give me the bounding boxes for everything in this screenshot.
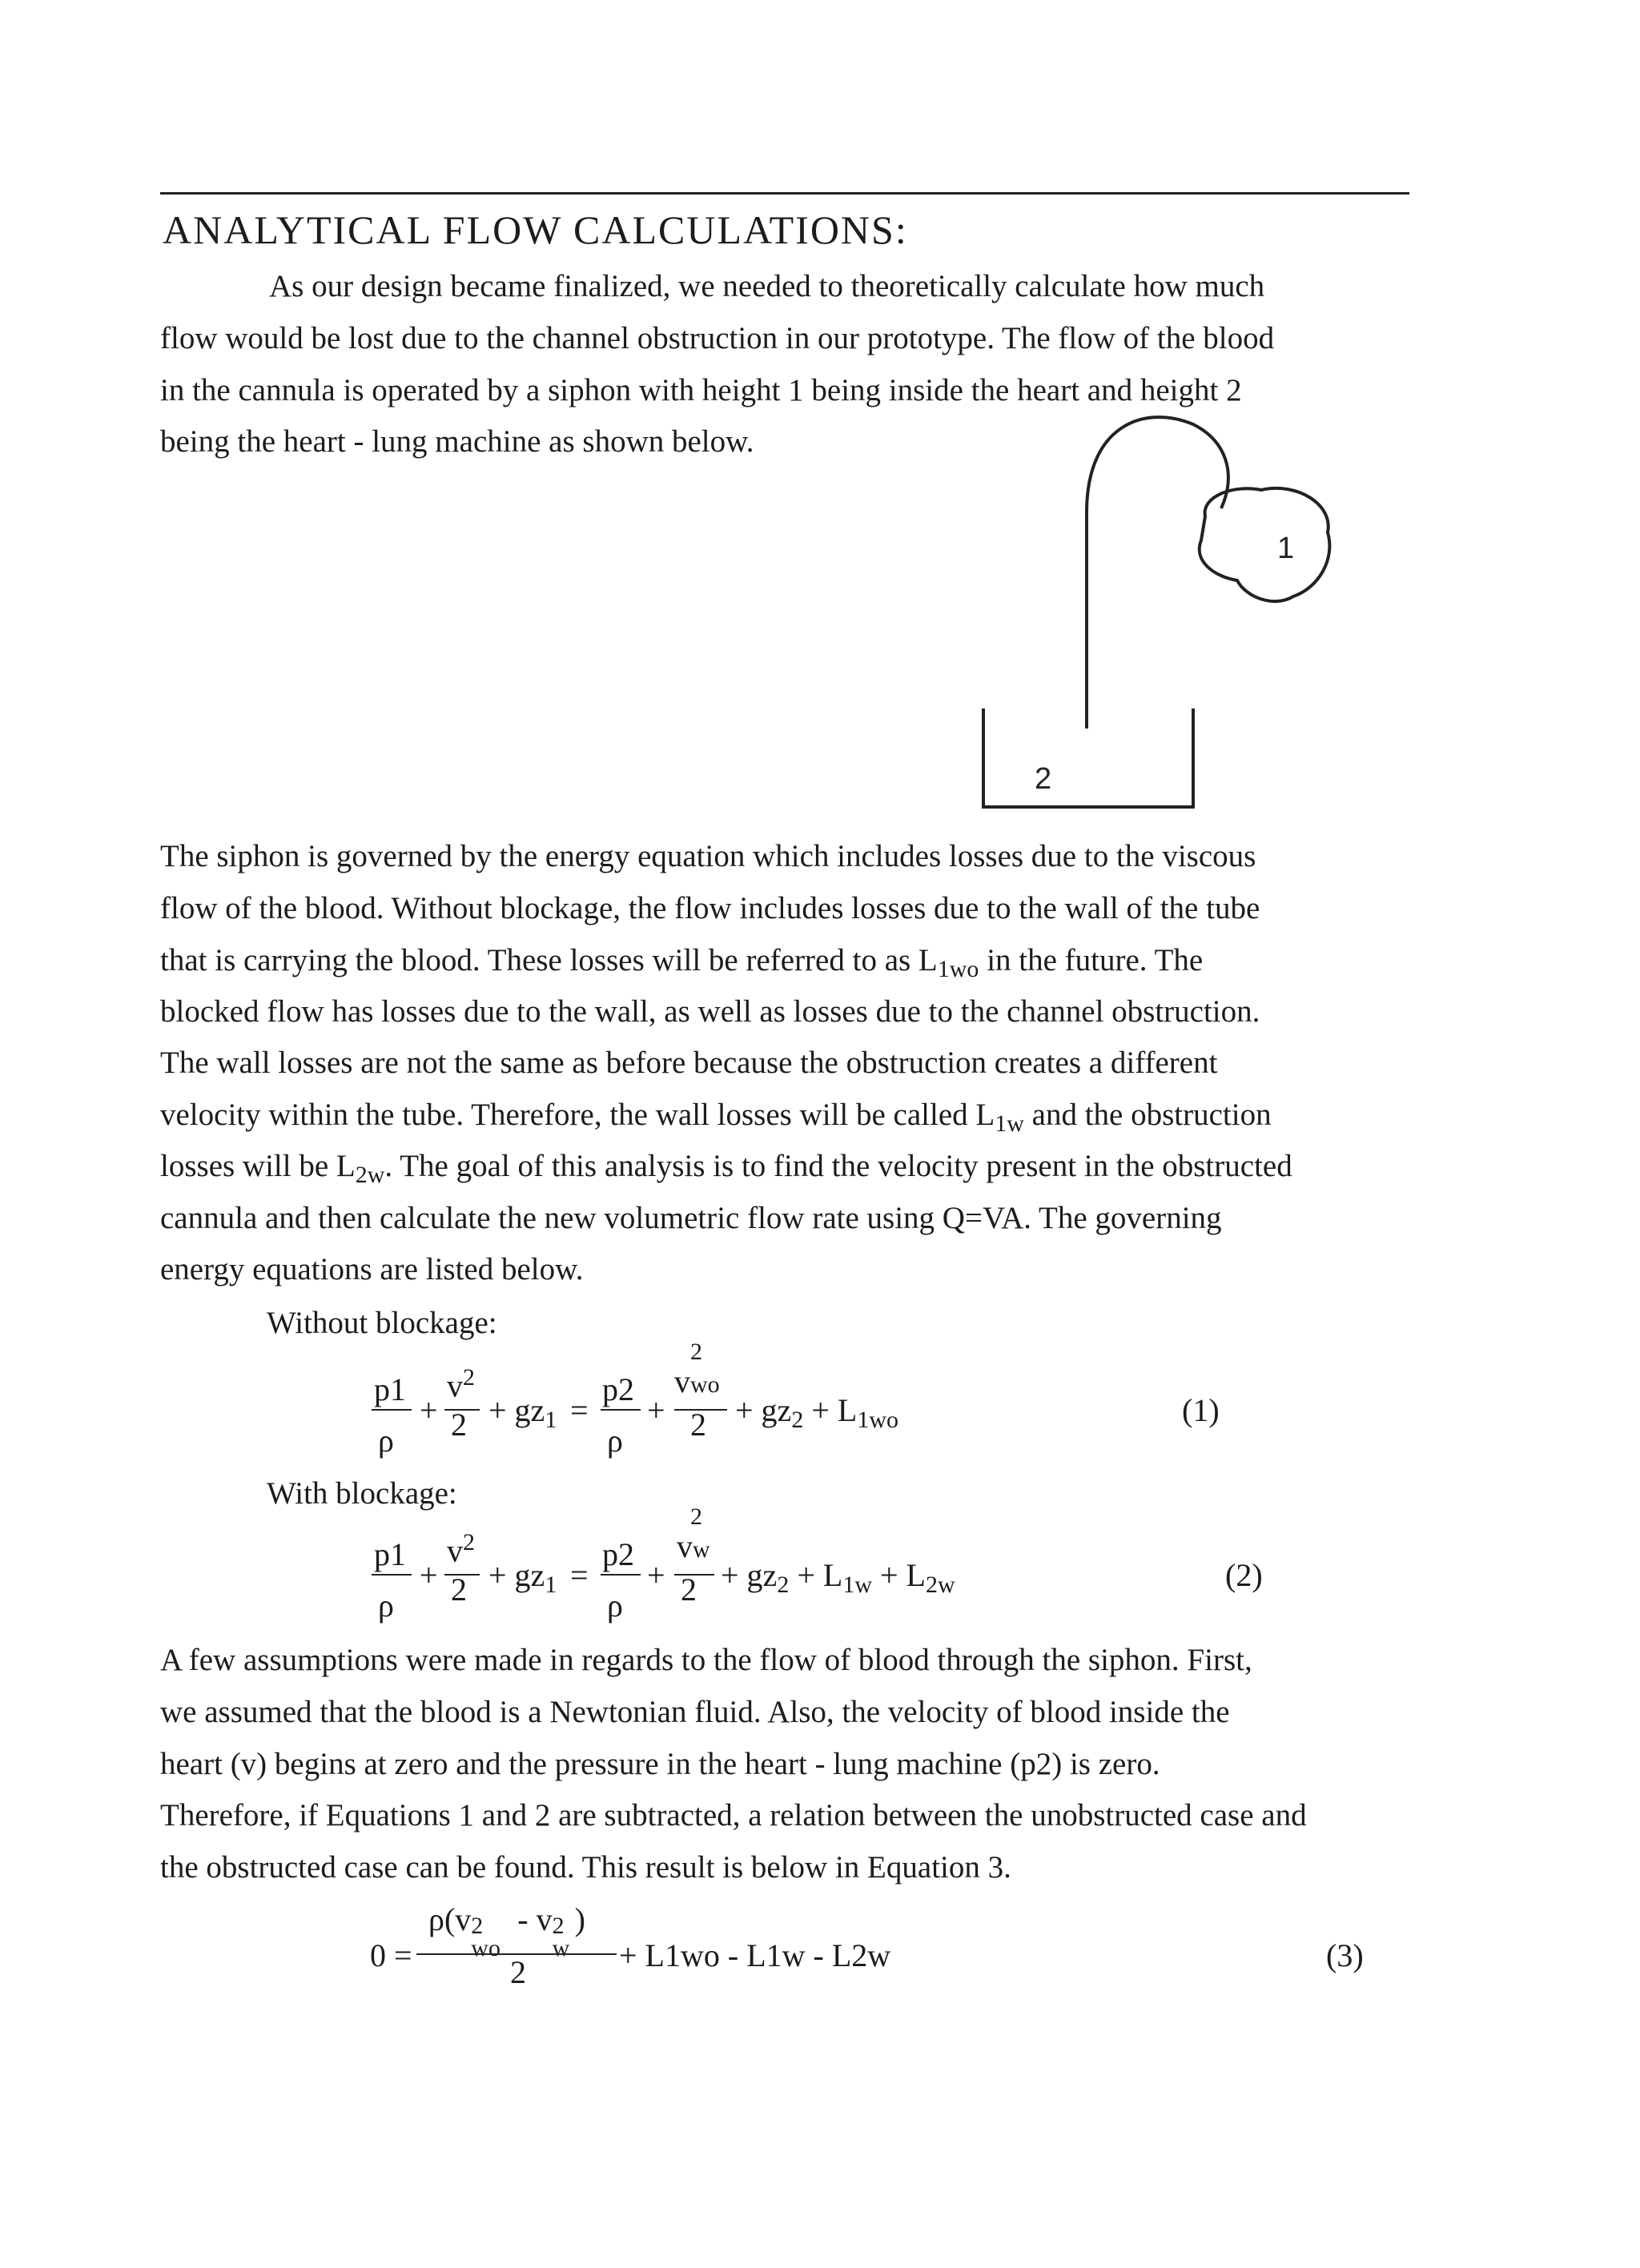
para1-line-1: As our design became finalized, we needed to theoretically calculate how much <box>269 269 1265 303</box>
para2-line-8: cannula and then calculate the new volumetric flow rate using Q=VA. The governing <box>160 1201 1222 1235</box>
eq3-number: (3) <box>1326 1937 1364 1973</box>
eq1-number: (1) <box>1182 1392 1220 1428</box>
para1-line-3: in the cannula is operated by a siphon with height 1 being inside the heart and height 2 <box>160 373 1242 407</box>
heart-outline <box>1200 488 1330 601</box>
para3-line-5: the obstructed case can be found. This result is below in Equation 3. <box>160 1850 1011 1885</box>
heart-height-label: 1 <box>1277 532 1295 565</box>
siphon-diagram <box>961 404 1377 821</box>
document-page: ANALYTICAL FLOW CALCULATIONS: As our design became finalized, we needed to theoretically calculate how much flow would be lost due to the channel obstruction in our prototype. The flow of the blood in the cannula is operated by a siphon with height 1 being inside the heart and height 2 being the heart - lung machine as shown below. 1 2 The siphon is governed by the energy equation which includes losses due to the viscous flow of the blood. Without blockage, the flow includes losses due to the wall of the tube that is carrying the blood. These losses will be referred to as $L_{1wo}$ in the future. The blocked flow has losses due to the wall, as well as losses due to the channel obstruction. The wall losses are not the same as before because the obstruction creates a different velocity within the tube. Therefore, the wall losses will be called $L_{1w}$ and the obstruction losses will be $L_{2w}$. The goal of this analysis is to find the velocity present in the obstructed cannula and then calculate the new volumetric flow rate using Q=VA. The governing energy equations are listed below. Without blockage: p1 ρ + $v^2$ 2 + $gz_1$ = p2 ρ + 2 vwo 2 + $gz_2 + L_{1wo}$ (1) With blockage: p1 ρ + $v^2$ 2 + $gz_1$ = p2 ρ + 2 vw 2 + $gz_2 + L_{1w} + L_{2w}$ (2) A few assumptions were made in regards to the flow of blood through the siphon. First, we assumed that the blood is a Newtonian fluid. Also, the velocity of blood inside the heart (v) begins at zero and the pressure in the heart - lung machine (p2) is zero. Therefore, if Equations 1 and 2 are subtracted, a relation between the unobstructed case and the obstructed case can be found. This result is below in Equation 3. 0 = ρ(v 2 wo - v 2 w ) 2 + L1wo - L1w - L2w (3) <box>0 0 1640 2268</box>
eq2-number: (2) <box>1225 1557 1263 1593</box>
section-heading: ANALYTICAL FLOW CALCULATIONS: <box>163 207 908 252</box>
para3-line-4: Therefore, if Equations 1 and 2 are subtracted, a relation between the unobstructed case and <box>160 1798 1307 1832</box>
siphon-tube <box>1087 417 1228 729</box>
eq2-label: With blockage: <box>267 1476 457 1511</box>
para2-line-6: velocity within the tube. Therefore, the wall losses will be called $L_{1w}$ and the obstruction <box>160 1098 1272 1137</box>
para2-line-4: blocked flow has losses due to the wall, as well as losses due to the channel obstruction. <box>160 994 1260 1029</box>
reservoir-height-label: 2 <box>1035 762 1052 796</box>
para2-line-1: The siphon is governed by the energy equation which includes losses due to the viscous <box>160 839 1256 873</box>
para2-line-5: The wall losses are not the same as before because the obstruction creates a different <box>160 1046 1218 1080</box>
para2-line-9: energy equations are listed below. <box>160 1252 584 1287</box>
para2-line-7: losses will be $L_{2w}$. The goal of this analysis is to find the velocity present in the obstructed <box>160 1149 1292 1188</box>
para3-line-2: we assumed that the blood is a Newtonian fluid. Also, the velocity of blood inside the <box>160 1695 1230 1729</box>
top-rule <box>160 192 1409 195</box>
para2-line-3: that is carrying the blood. These losses will be referred to as $L_{1wo}$ in the future. The <box>160 943 1204 982</box>
para3-line-3: heart (v) begins at zero and the pressure in the heart - lung machine (p2) is zero. <box>160 1747 1160 1781</box>
para1-line-2: flow would be lost due to the channel obstruction in our prototype. The flow of the blood <box>160 321 1275 355</box>
eq1-label: Without blockage: <box>267 1306 497 1340</box>
para1-line-4: being the heart - lung machine as shown below. <box>160 424 754 459</box>
para2-line-2: flow of the blood. Without blockage, the flow includes losses due to the wall of the tube <box>160 891 1260 925</box>
para3-line-1: A few assumptions were made in regards to the flow of blood through the siphon. First, <box>160 1643 1252 1677</box>
